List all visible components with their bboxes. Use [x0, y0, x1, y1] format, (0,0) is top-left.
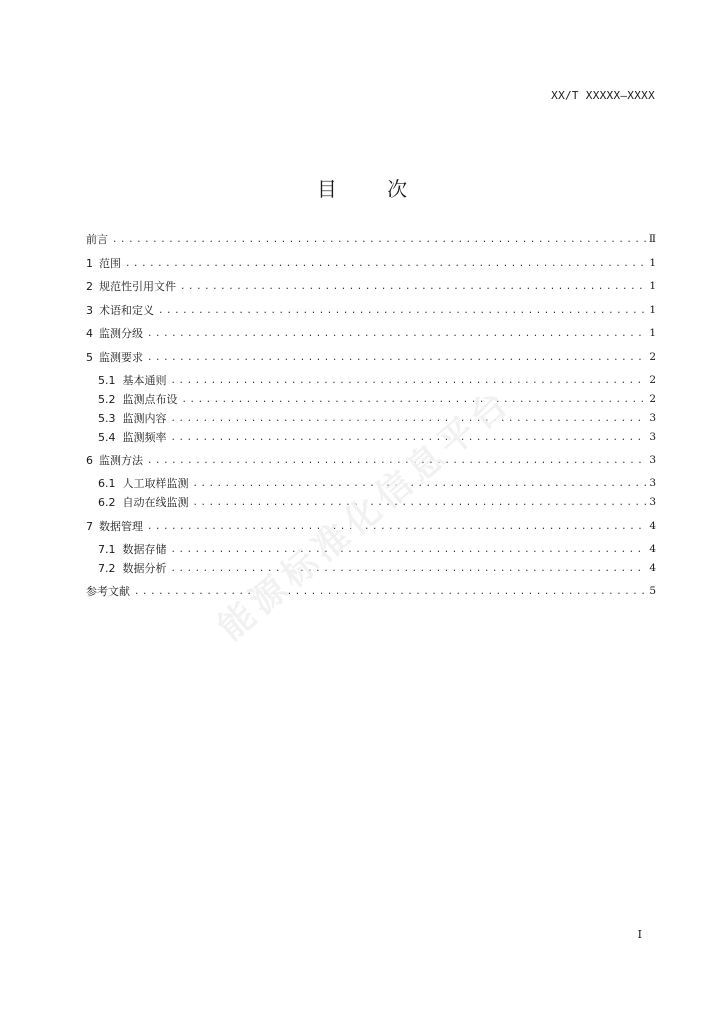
toc-entry-5-4[interactable]: [86, 430, 656, 445]
toc-entry-number: 7.1: [98, 542, 116, 556]
toc-entry-page: 1: [649, 327, 656, 339]
toc-entry-number: 6.1: [98, 477, 116, 490]
toc-entry-4[interactable]: [86, 326, 656, 341]
toc-entry-label: 前言: [86, 233, 108, 246]
toc-entry-number: 3: [86, 303, 93, 317]
toc-entry-number: 6.2: [98, 496, 116, 509]
toc-entry-2[interactable]: [86, 279, 656, 294]
toc-dot-leader: [147, 328, 646, 341]
toc-dot-leader: [180, 281, 646, 294]
toc-entry-number: 7: [86, 519, 93, 533]
toc-entry-number: 1: [86, 256, 93, 270]
toc-entry-number: 5.3: [98, 411, 116, 425]
toc-entry-number: 2: [86, 280, 93, 293]
toc-entry-label: 术语和定义: [99, 303, 154, 317]
toc-dot-leader: [147, 521, 646, 534]
toc-entry-page: 2: [649, 373, 656, 386]
toc-entry-1[interactable]: [86, 256, 656, 271]
toc-entry-page: 3: [649, 477, 656, 489]
toc-entry-label: 数据存储: [122, 542, 167, 556]
toc-entry-number: 4: [86, 327, 93, 340]
page-number: I: [637, 928, 642, 941]
toc-entry-page: 1: [649, 256, 656, 269]
toc-entry-page: 3: [649, 454, 656, 466]
toc-dot-leader: [193, 478, 647, 491]
toc-entry-page: 3: [649, 430, 656, 443]
toc-entry-page: 2: [649, 350, 656, 363]
toc-entry-page: 4: [649, 542, 656, 555]
toc-entry-label: 监测频率: [122, 430, 167, 444]
toc-entry-label: 监测要求: [99, 350, 143, 364]
toc-entry-page: 3: [649, 496, 656, 508]
toc-entry-foreword[interactable]: [86, 232, 656, 247]
toc-dot-leader: [147, 455, 646, 468]
toc-entry-label: 参考文献: [86, 585, 130, 598]
toc-entry-5[interactable]: [86, 350, 656, 365]
document-code: XX/T XXXXX—XXXX: [551, 89, 655, 102]
watermark: 能源标准化信息平台: [211, 380, 520, 649]
toc-entry-number: 5: [86, 350, 93, 364]
toc-entry-5-1[interactable]: [86, 373, 656, 388]
toc-entry-bibliography[interactable]: [86, 584, 656, 599]
toc-entry-6[interactable]: [86, 453, 656, 468]
toc-entry-label: 监测点布设: [122, 392, 178, 406]
toc-dot-leader: [171, 432, 647, 445]
toc-dot-leader: [171, 375, 647, 388]
toc-dot-leader: [147, 352, 646, 365]
toc-entry-page: 4: [649, 561, 656, 574]
toc-dot-leader: [171, 544, 647, 557]
toc-entry-label: 数据管理: [99, 519, 143, 533]
toc-entry-6-1[interactable]: [86, 476, 656, 491]
toc-dot-leader: [193, 497, 647, 510]
toc-entry-label: 数据分析: [122, 561, 167, 575]
toc-dot-leader: [171, 563, 647, 576]
toc-title: 目 次: [316, 177, 430, 201]
toc-entry-label: 自动在线监测: [122, 496, 189, 509]
toc-entry-label: 监测内容: [122, 411, 167, 425]
toc-entry-page: 4: [649, 519, 656, 532]
table-of-contents: [86, 232, 656, 599]
toc-entry-5-3[interactable]: [86, 411, 656, 426]
toc-entry-number: 5.4: [98, 430, 116, 444]
toc-entry-7-2[interactable]: [86, 561, 656, 576]
toc-entry-page: 1: [649, 303, 656, 316]
toc-entry-number: 5.2: [98, 392, 116, 406]
toc-entry-page: Ⅱ: [648, 233, 656, 245]
toc-entry-7[interactable]: [86, 519, 656, 534]
toc-entry-page: 1: [649, 280, 656, 292]
toc-entry-number: 5.1: [98, 373, 116, 387]
toc-entry-label: 人工取样监测: [122, 477, 189, 490]
toc-entry-number: 6: [86, 454, 93, 467]
toc-entry-page: 2: [649, 392, 656, 405]
toc-entry-page: 5: [649, 585, 656, 597]
toc-dot-leader: [158, 305, 646, 318]
toc-entry-5-2[interactable]: [86, 392, 656, 407]
toc-dot-leader: [182, 394, 647, 407]
toc-dot-leader: [125, 258, 646, 271]
toc-entry-label: 范围: [99, 256, 121, 270]
toc-entry-page: 3: [649, 411, 656, 424]
toc-dot-leader: [171, 413, 647, 426]
toc-entry-7-1[interactable]: [86, 542, 656, 557]
toc-entry-3[interactable]: [86, 303, 656, 318]
toc-entry-label: 监测方法: [99, 454, 143, 467]
toc-entry-6-2[interactable]: [86, 495, 656, 510]
toc-dot-leader: [112, 234, 646, 247]
toc-entry-number: 7.2: [98, 561, 116, 575]
toc-dot-leader: [134, 586, 646, 599]
toc-entry-label: 规范性引用文件: [99, 280, 176, 293]
toc-entry-label: 监测分级: [99, 327, 143, 340]
toc-entry-label: 基本通则: [122, 373, 167, 387]
